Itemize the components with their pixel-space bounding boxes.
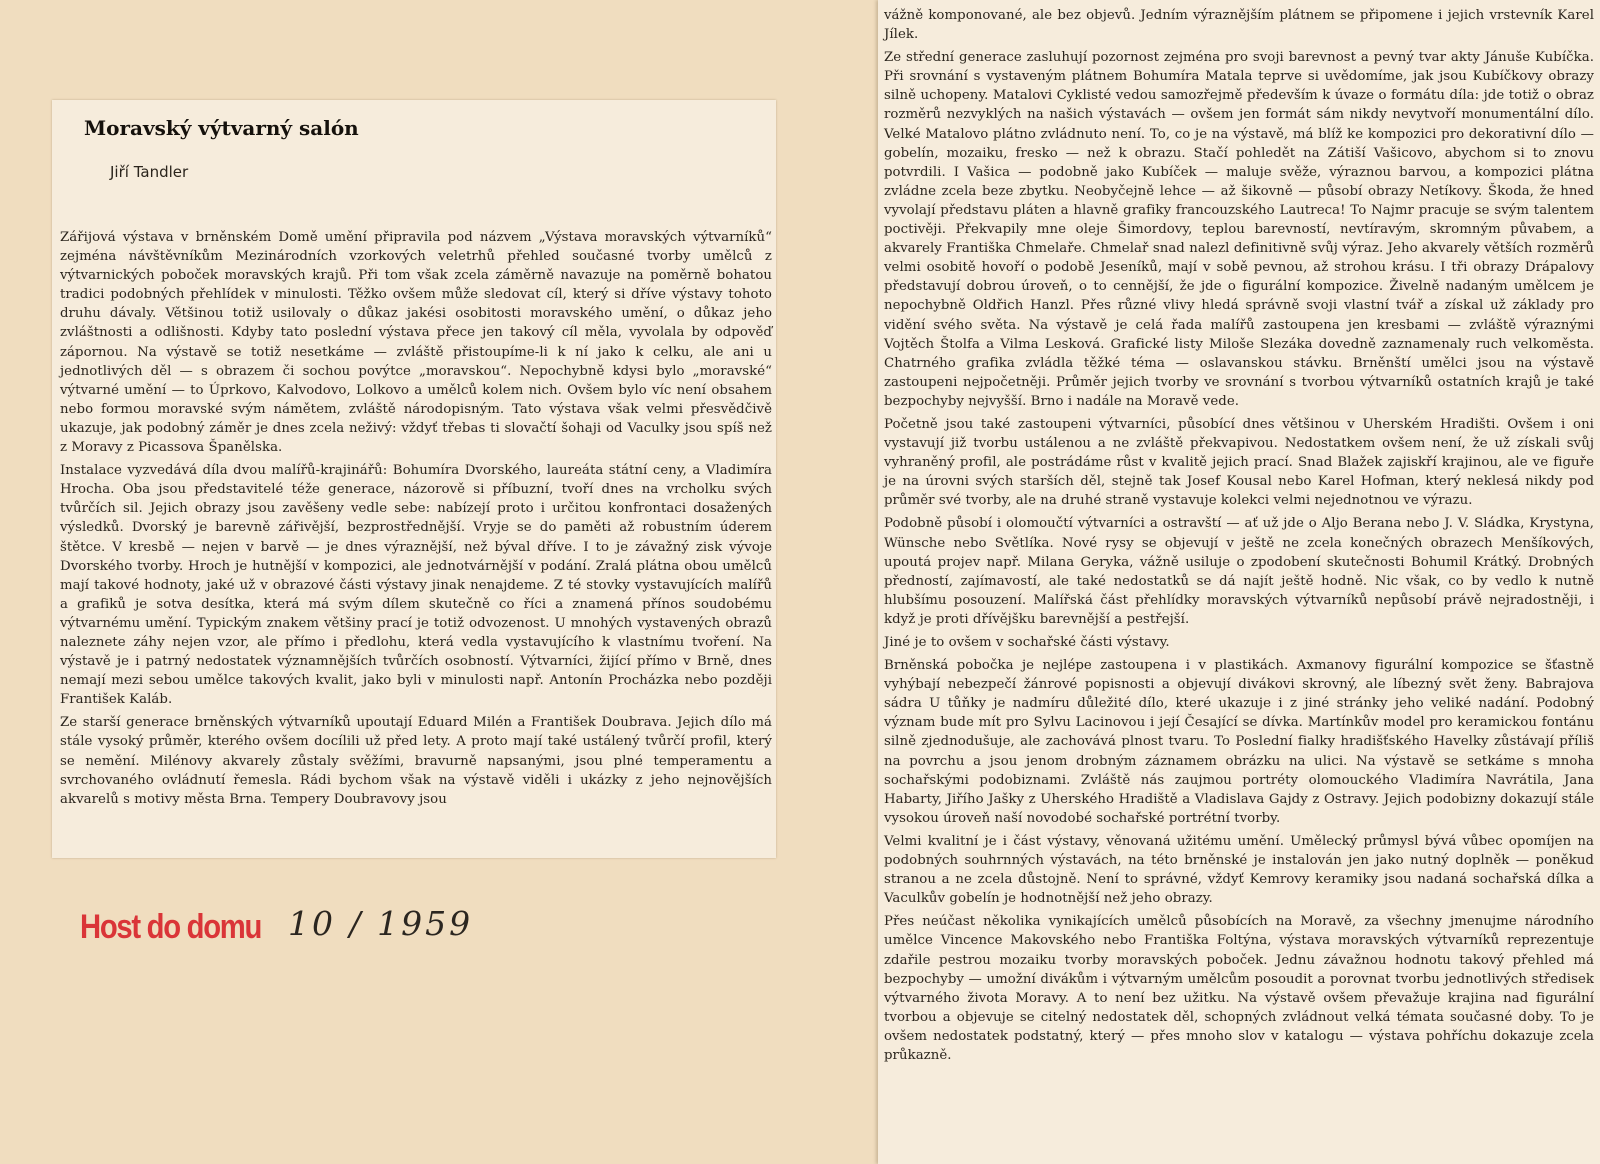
article-title: Moravský výtvarný salón xyxy=(84,116,359,140)
right-page xyxy=(878,0,1600,1164)
paragraph: Přes neúčast několika vynikajících umělců působících na Moravě, za všechny jmenujme národního umělce Vincence Makovského nebo Františka Foltýna, výstava moravských výtvarníků reprezentuje zdařile pestrou mozaiku tvorby moravských poboček. Jednu závažnou hodnotu takový přehled má bezpochyby — umožní divákům i výtvarným umělcům posoudit a porovnat tvorbu jednotlivých středisek výtvarného života Moravy. A to není bez užitku. Na výstavě ovšem převažuje krajina nad figurální tvorbou a objevuje se citelný nedostatek děl, schopných zvládnout velká témata současné doby. To je ovšem nedostatek podstatný, který — přes mnoho slov v katalogu — výstava pohříchu dokazuje zcela průkazně. xyxy=(884,914,1594,1063)
right-column xyxy=(884,6,1594,1069)
paragraph: Jiné je to ovšem v sochařské části výstavy. xyxy=(884,635,1170,650)
paragraph: vážně komponované, ale bez objevů. Jedním výraznějším plátnem se připomene i jejich vrstevník Karel Jílek. xyxy=(884,8,1594,43)
paragraph: Ze střední generace zasluhují pozornost zejména pro svoji barevnost a pevný tvar akty Jánuše Kubíčka. Při srovnání s vystaveným plátnem Bohumíra Matala teprve si uvědomíme, jak jsou Kubíčkovy obrazy silně uchopeny. Matalovi Cyklisté vedou samozřejmě především k úvaze o formátu díla: jde totiž o obraz rozměrů nezvyklých na našich výstavách — ovšem jen formát sám nikdy nevytvoří monumentální dílo. Velké Matalovo plátno zvládnuto není. To, co je na výstavě, má blíž ke kompozici pro dekorativní dílo — gobelín, mozaiku, fresko — než k obrazu. Stačí pohledět na Zátiší Vašicovo, abychom si to znovu potvrdili. I Vašica — podobně jako Kubíček — maluje svěže, výraznou barvou, a kompozici plátna zvládne zcela beze zbytku. Neobyčejně lehce — až šikovně — působí obrazy Netíkovy. Škoda, že hned vyvolají představu pláten a hlavně grafiky francouzského Lautreca! To Najmr pracuje se svým talentem poctivěji. Překvapily mne oleje Šimordovy, teplou barevností, nevtíravým, skromným půvabem, a akvarely Františka Chmelaře. Chmelař snad nalezl definitivně svůj výraz. Jeho akvarely větších rozměrů velmi osobitě hovoří o podobě Jeseníků, mají v sobě pevnou, až strohou krásu. I tři obrazy Drápalovy představují dobrou úroveň, o to cennější, že jde o figurální kompozice. Živelně nadaným umělcem je nepochybně Oldřich Hanzl. Přes různé vlivy hledá správně svoji vlastní tvář a získal už základy pro vidění svého světa. Na výstavě je celá řada malířů zastoupena jen kresbami — zvláště výraznými Vojtěch Štolfa a Vilma Lesková. Grafické listy Miloše Slezáka dovedně zaznamenaly ruch velkoměsta. Chatrného grafika zvládla těžké téma — oslavanskou stávku. Brněnští umělci jsou na výstavě zastoupeni nejpočetněji. Průměr jejich tvorby ve srovnání s tvorbou výtvarníků ostatních krajů je také bezpochyby nejvyšší. Brno i nadále na Moravě vede. xyxy=(884,50,1594,409)
paragraph: Ze starší generace brněnských výtvarníků upoutají Eduard Milén a František Doubrava. Jejich dílo má stále vysoký průměr, kterého ovšem docílili už před lety. A proto mají také ustálený tvůrčí profil, který se nemění. Milénovy akvarely zůstaly svěžími, bravurně napsanými, jsou plné temperamentu a svrchovaného ovládnutí řemesla. Rádi bychom však na výstavě viděli i ukázky z jeho nejnovějších akvarelů s motivy města Brna. Tempery Doubravovy jsou xyxy=(60,715,772,807)
paragraph: Instalace vyzvedává díla dvou malířů-krajinářů: Bohumíra Dvorského, laureáta státní ceny, a Vladimíra Hrocha. Oba jsou představitelé téže generace, názorově si příbuzní, tvoří dnes na vrcholku svých tvůrčích sil. Jejich obrazy jsou zavěšeny vedle sebe: nabízejí proto i určitou konfrontaci dosažených výsledků. Dvorský je barevně zářivější, bezprostřednější. Vryje se do paměti až robustním úderem štětce. V kresbě — nejen v barvě — je dnes výraznější, než býval dříve. I to je závažný zisk vývoje Dvorského tvorby. Hroch je hutnější v kompozici, ale jednotvárnější v podání. Zralá plátna obou umělců mají takové hodnoty, jaké už v obrazové části výstavy jinak nenajdeme. Z té stovky vystavujících malířů a grafiků je sotva desítka, která má svým dílem skutečně co říci a znamená přínos soudobému výtvarnému umění. Typickým znakem většiny prací je totiž odvozenost. U mnohých vystavených obrazů naleznete záhy nejen vzor, ale přímo i předlohu, která vedla vystavujícího k vlastnímu tvoření. Na výstavě je i patrný nedostatek významnějších tvůrčích osobností. Výtvarníci, žijící přímo v Brně, dnes nemají mezi sebou umělce takových kvalit, jako byli v minulosti např. Antonín Procházka nebo později František Kaláb. xyxy=(60,463,772,708)
handwritten-issue-note: 10 / 1959 xyxy=(288,904,474,943)
paragraph: Podobně působí i olomoučtí výtvarníci a ostravští — ať už jde o Aljo Berana nebo J. V. Sládka, Krystyna, Wünsche nebo Světlíka. Nové rysy se objevují v ještě ne zcela konečných obrazech Menšíkových, upoutá projev např. Milana Geryka, vážně usiluje o zpodobení skutečnosti Bohumil Krátký. Drobných předností, zajímavostí, ale také nedostatků se dá najít ještě hodně. Nic však, co by vedlo k nutně hlubšímu posouzení. Malířská část přehlídky moravských výtvarníků nepůsobí právě nejradostněji, i když je proti dřívějšku barevnější a pestřejší. xyxy=(884,516,1594,627)
article-author: Jiří Tandler xyxy=(110,163,189,181)
left-column xyxy=(60,228,772,813)
paragraph: Brněnská pobočka je nejlépe zastoupena i v plastikách. Axmanovy figurální kompozice se šťastně vyhýbají nebezpečí žánrové popisnosti a objevují divákovi skrovný, ale líbezný svět ženy. Babrajova sádra U tůňky je nadmíru důležité dílo, které ukazuje i z jiné stránky jeho veliké nadání. Podobný význam bude mít pro Sylvu Lacinovou i její Česající se dívka. Martínkův model pro keramickou fontánu silně zjednodušuje, ale zachovává plnost tvaru. To Poslední fialky hradišťského Havelky zůstávají příliš na povrchu a jsou jenom drobným záznamem obrázku na ulici. Na výstavě se setkáme s mnoha sochařskými podobiznami. Zvláště nás zaujmou portréty olomouckého Vladimíra Navrátila, Jana Habarty, Jiřího Jašky z Uherského Hradiště a Vladislava Gajdy z Ostravy. Jejich podobizny dokazují stále vysokou úroveň naší novodobé sochařské portrétní tvorby. xyxy=(884,658,1594,826)
publication-stamp: Host do domu xyxy=(80,908,262,946)
article-clipping-left xyxy=(52,100,776,858)
paragraph: Početně jsou také zastoupeni výtvarníci, působící dnes většinou v Uherském Hradišti. Ovšem i oni vystavují již tvorbu ustálenou a ne zvláště překvapivou. Nedostatkem ovšem není, že už získali svůj vyhraněný profil, ale postrádáme růst v kvalitě jejich prací. Snad Blažek zajiskří krajinou, ale ve figuře je na úrovni svých starších děl, stejně tak Josef Kousal nebo Karel Hofman, který neklesá nikdy pod průměr své tvorby, ale na druhé straně vystavuje kolekci velmi nejednotnou ve výrazu. xyxy=(884,416,1594,509)
paragraph: Velmi kvalitní je i část výstavy, věnovaná užitému umění. Umělecký průmysl bývá vůbec opomíjen na podobných souhrnných výstavách, na této brněnské je instalován jen jako nutný doplněk — poněkud stranou a ne zcela důstojně. Není to správné, vždyť Kemrovy keramiky jsou nadaná sochařská dílka a Vaculkův gobelín je hodnotnější než jeho obrazy. xyxy=(884,833,1594,907)
paragraph: Zářijová výstava v brněnském Domě umění připravila pod názvem „Výstava moravských výtvarníků“ zejména návštěvníkům Mezinárodních vzorkových veletrhů přehled současné tvorby umělců z výtvarnických poboček moravských krajů. Při tom však zcela záměrně navazuje na poměrně bohatou tradici podobných přehlídek v minulosti. Těžko ovšem může sledovat cíl, který si dříve výstavy tohoto druhu dávaly. Většinou totiž usilovaly o důkaz jakési osobitosti moravského umění, o důkaz jeho zvláštnosti a odlišnosti. Kdyby tato poslední výstava přece jen takový cíl měla, vyvolala by odpověď zápornou. Na výstavě se totiž nesetkáme — zvláště přistoupíme-li k ní jako k celku, ale ani u jednotlivých děl — s obrazem či sochou povýtce „moravskou“. Nepochybně kdysi bylo „moravské“ výtvarné umění — to Úprkovo, Kalvodovo, Lolkovo a umělců kolem nich. Ovšem bylo víc není obsahem nebo formou moravské svým námětem, zvláště národopisným. Tato výstava však velmi přesvědčivě ukazuje, jak podobný záměr je dnes zcela neživý: vždyť třebas ti slovačtí šohaji od Vaculky jsou spíš než z Moravy z Picassova Španělska. xyxy=(60,230,772,456)
